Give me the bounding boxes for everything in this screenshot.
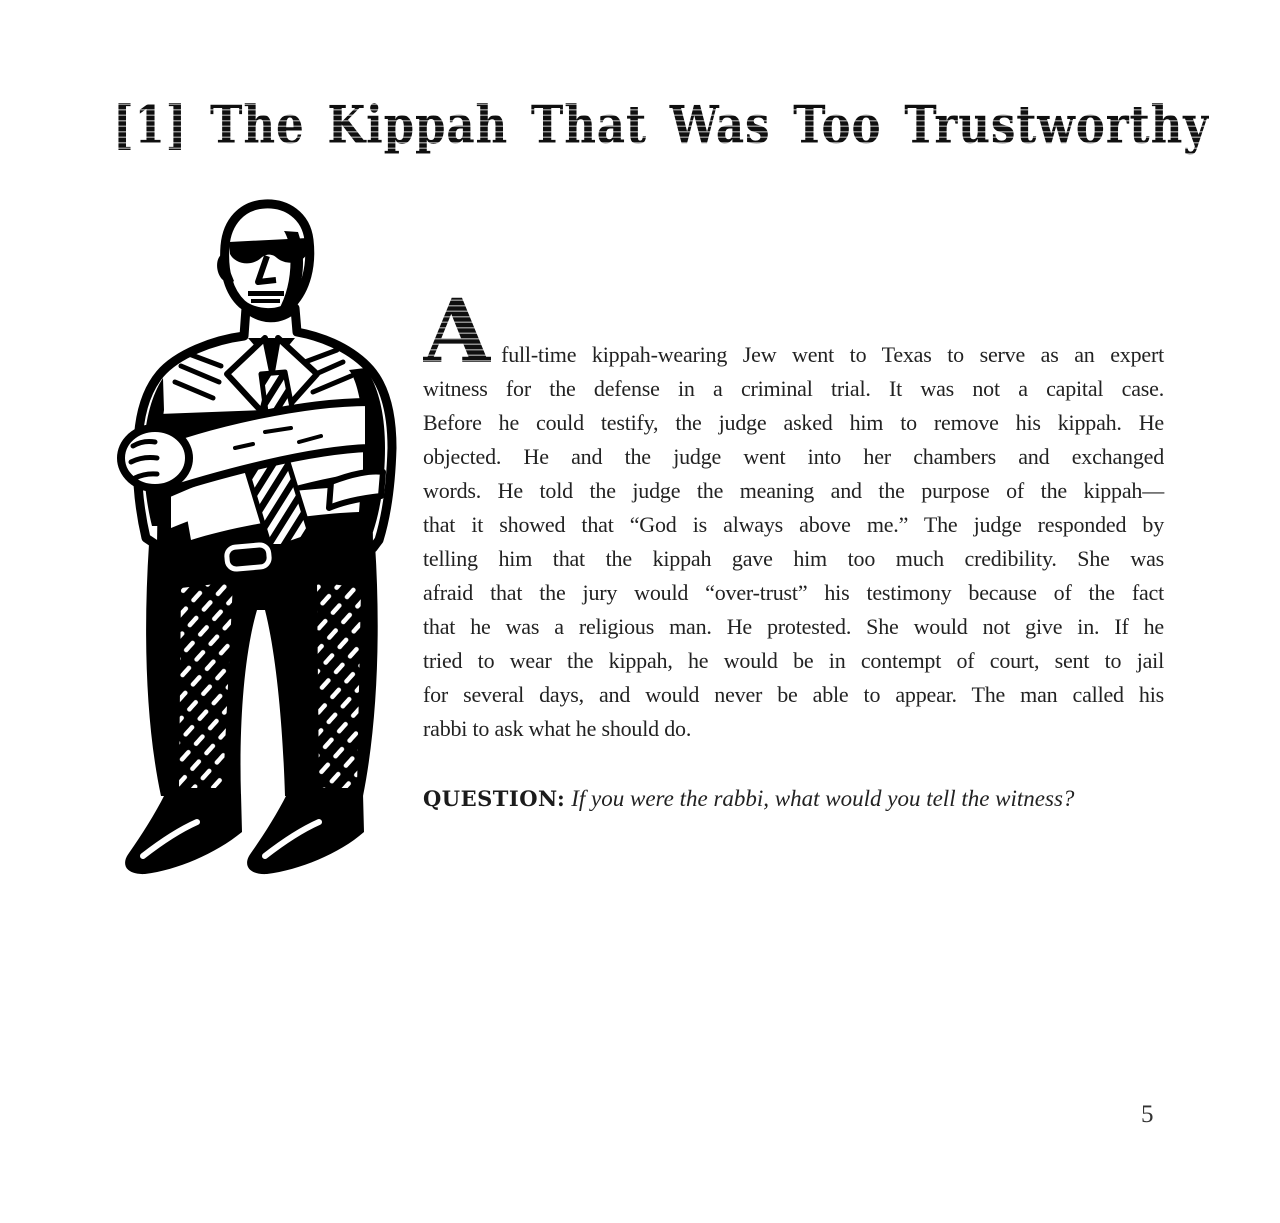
story-first-line (423, 279, 1164, 383)
story-line: tried to wear the kippah, he would be in contempt of court, sent to jail (423, 648, 1164, 673)
story-line: that it showed that “God is always above me.” The judge responded by (423, 512, 1164, 537)
chapter-title: [1] The Kippah That Was Too Trustworthy (113, 95, 1210, 156)
story-line: witness for the defense in a criminal trial. It was not a capital case. (423, 376, 1164, 401)
question-label: QUESTION: (423, 786, 566, 811)
story-line: for several days, and would never be able to appear. The man called his (423, 682, 1164, 707)
story-line-text: full-time kippah-wearing Jew went to Texas to serve as an expert (501, 342, 1164, 367)
story-line: afraid that the jury would “over-trust” his testimony because of the fact (423, 580, 1164, 605)
question-text: If you were the rabbi, what would you tell the witness? (571, 786, 1075, 811)
page-number: 5 (1141, 1101, 1154, 1128)
question-row (423, 782, 1164, 816)
woodcut-man-svg (115, 196, 411, 882)
story-text-column (423, 279, 1164, 816)
story-line: telling him that the kippah gave him too much credibility. She was (423, 546, 1164, 571)
story-line: rabbi to ask what he should do. (423, 716, 692, 741)
man-crossed-arms-illustration (115, 196, 411, 882)
story-line: objected. He and the judge went into her chambers and exchanged (423, 444, 1164, 469)
story-line: words. He told the judge the meaning and the purpose of the kippah— (423, 478, 1164, 503)
story-line: Before he could testify, the judge asked him to remove his kippah. He (423, 410, 1164, 435)
story-line: that he was a religious man. He protested. She would not give in. If he (423, 614, 1164, 639)
drop-cap: A (423, 279, 492, 383)
